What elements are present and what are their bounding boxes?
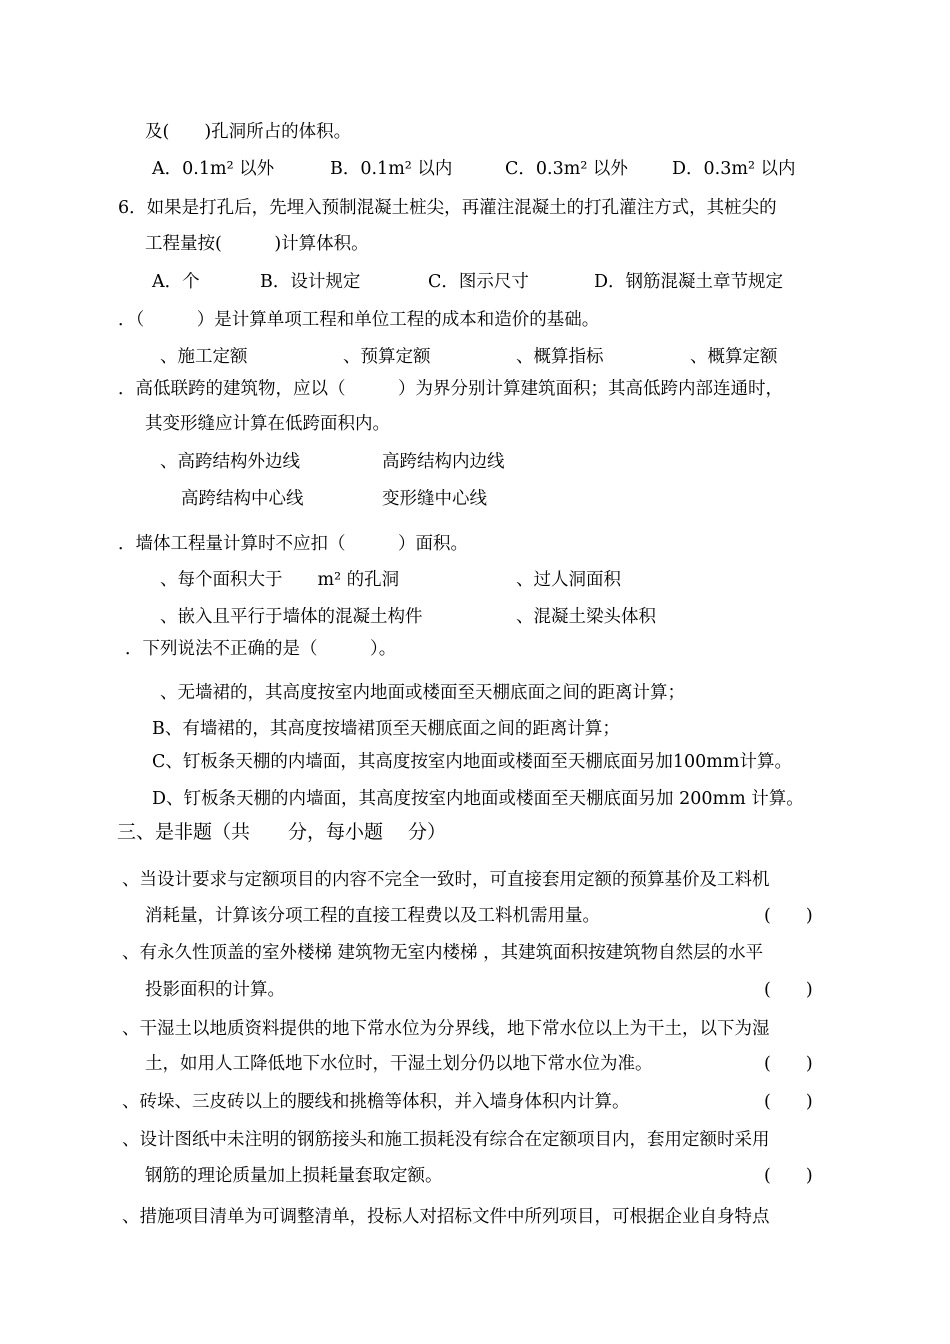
q10-option-a: 、无墙裙的，其高度按室内地面或楼面至天棚底面之间的距离计算； — [160, 683, 685, 703]
q8-option-b: 高跨结构内边线 — [382, 452, 505, 472]
q6-option-d: D．钢筋混凝土章节规定 — [594, 272, 784, 292]
q5-option-a: A．0.1m² 以外 — [152, 159, 275, 179]
q10-option-b: B、有墙裙的，其高度按墙裙顶至天棚底面之间的距离计算； — [152, 719, 620, 739]
q6-stem-line1: 6．如果是打孔后，先埋入预制混凝土桩尖，再灌注混凝土的打孔灌注方式，其桩尖的 — [118, 198, 777, 218]
q6-option-c: C．图示尺寸 — [428, 272, 529, 292]
q8-stem-line1: ．高低联跨的建筑物，应以（ ）为界分别计算建筑面积；其高低跨内部连通时， — [118, 379, 783, 399]
tf-item-3-answer: ( ) — [764, 1054, 813, 1074]
q7-option-a: 、施工定额 — [160, 347, 248, 367]
tf-item-5-line1: 、设计图纸中未注明的钢筋接头和施工损耗没有综合在定额项目内，套用定额时采用 — [122, 1130, 770, 1150]
tf-item-3-line1: 、干湿土以地质资料提供的地下常水位为分界线，地下常水位以上为干土，以下为湿 — [122, 1019, 770, 1039]
tf-item-5-line2: 钢筋的理论质量加上损耗量套取定额。 — [145, 1166, 443, 1186]
tf-item-1-line1: 、当设计要求与定额项目的内容不完全一致时，可直接套用定额的预算基价及工料机 — [122, 870, 770, 890]
q6-stem-line2: 工程量按( )计算体积。 — [145, 234, 369, 254]
tf-item-1-answer: ( ) — [764, 906, 813, 926]
tf-item-4-line1: 、砖垛、三皮砖以上的腰线和挑檐等体积，并入墙身体积内计算。 — [122, 1092, 630, 1112]
tf-item-2-answer: ( ) — [764, 980, 813, 1000]
tf-item-4-answer: ( ) — [764, 1092, 813, 1112]
q8-option-d: 变形缝中心线 — [382, 489, 487, 509]
q6-option-b: B．设计规定 — [260, 272, 361, 292]
q7-stem: ．（ ）是计算单项工程和单位工程的成本和造价的基础。 — [118, 310, 600, 330]
q5-option-d: D．0.3m² 以内 — [672, 159, 796, 179]
q8-option-a: 、高跨结构外边线 — [160, 452, 300, 472]
q9-option-c: 、嵌入且平行于墙体的混凝土构件 — [160, 607, 423, 627]
tf-item-6-line1: 、措施项目清单为可调整清单，投标人对招标文件中所列项目，可根据企业自身特点 — [122, 1207, 770, 1227]
q8-stem-line2: 其变形缝应计算在低跨面积内。 — [145, 414, 390, 434]
section-3-heading: 三、是非题（共 分，每小题 分） — [117, 821, 447, 843]
q7-option-d: 、概算定额 — [690, 347, 778, 367]
tf-item-2-line2: 投影面积的计算。 — [145, 980, 285, 1000]
q10-option-d: D、钉板条天棚的内墙面，其高度按室内地面或楼面至天棚底面另加 200mm 计算。 — [152, 789, 804, 809]
q9-option-b: 、过人洞面积 — [516, 570, 621, 590]
tf-item-3-line2: 土，如用人工降低地下水位时，干湿土划分仍以地下常水位为准。 — [145, 1054, 653, 1074]
q7-option-b: 、预算定额 — [343, 347, 431, 367]
q5-option-c: C．0.3m² 以外 — [505, 159, 628, 179]
q8-option-c: 高跨结构中心线 — [181, 489, 304, 509]
q5-continuation: 及( )孔洞所占的体积。 — [145, 122, 352, 142]
q9-option-a: 、每个面积大于 m² 的孔洞 — [160, 570, 400, 590]
q10-stem: ．下列说法不正确的是（ ）。 — [125, 639, 397, 659]
q7-option-c: 、概算指标 — [516, 347, 604, 367]
q10-option-c: C、钉板条天棚的内墙面，其高度按室内地面或楼面至天棚底面另加100mm计算。 — [152, 752, 792, 772]
tf-item-2-line1: 、有永久性顶盖的室外楼梯 建筑物无室内楼梯 ，其建筑面积按建筑物自然层的水平 — [122, 943, 764, 963]
tf-item-1-line2: 消耗量，计算该分项工程的直接工程费以及工料机需用量。 — [145, 906, 600, 926]
q9-stem: ．墙体工程量计算时不应扣（ ）面积。 — [118, 534, 468, 554]
tf-item-5-answer: ( ) — [764, 1166, 813, 1186]
q5-option-b: B．0.1m² 以内 — [330, 159, 453, 179]
q6-option-a: A．个 — [152, 272, 200, 292]
q9-option-d: 、混凝土梁头体积 — [516, 607, 656, 627]
